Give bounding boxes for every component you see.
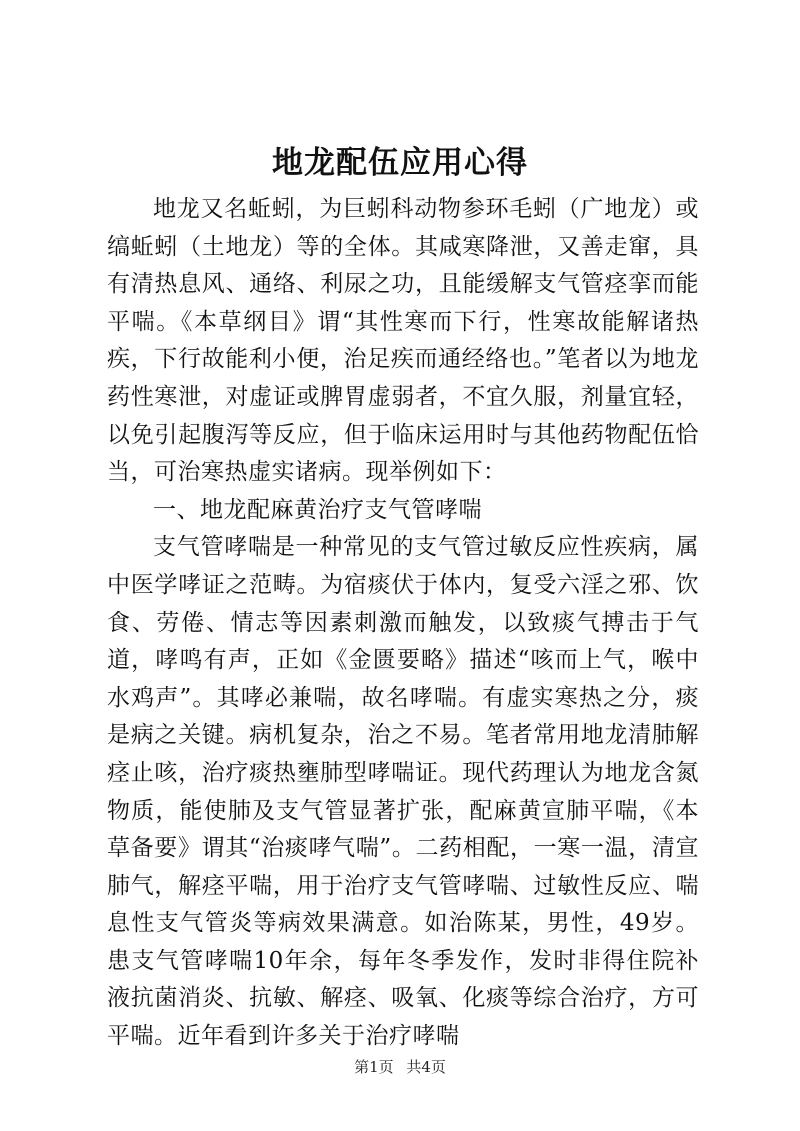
paragraph-intro: 地龙又名蚯蚓，为巨蚓科动物参环毛蚓（广地龙）或缟蚯蚓（土地龙）等的全体。其咸寒降泄，又善走窜，具有清热息风、通络、利尿之功，且能缓解支气管痉挛而能平喘。《本草纲目》谓“其性寒而下行，性寒故能解诸热疾，下行故能利小便，治足疾而通经络也。”笔者以为地龙药性寒泄，对虚证或脾胃虚弱者，不宜久服，剂量宜轻，以免引起腹泻等反应，但于临床运用时与其他药物配伍恰当，可治寒热虚实诸病。现举例如下： bbox=[107, 196, 699, 486]
article-body bbox=[107, 191, 699, 1056]
page-number: 第1页 bbox=[354, 1058, 394, 1076]
section-heading-1: 一、地龙配麻黄治疗支气管哮喘 bbox=[153, 496, 482, 523]
page-title: 地龙配伍应用心得 bbox=[272, 145, 528, 181]
page-footer bbox=[0, 1057, 800, 1077]
page-total: 共4页 bbox=[406, 1058, 446, 1076]
paragraph-asthma: 支气管哮喘是一种常见的支气管过敏反应性疾病，属中医学哮证之范畴。为宿痰伏于体内，复受六淫之邪、饮食、劳倦、情志等因素刺激而触发，以致痰气搏击于气道，哮鸣有声，正如《金匮要略》描述“咳而上气，喉中水鸡声”。其哮必兼喘，故名哮喘。有虚实寒热之分，痰是病之关键。病机复杂，治之不易。笔者常用地龙清肺解痉止咳，治疗痰热壅肺型哮喘证。现代药理认为地龙含氮物质，能使肺及支气管显著扩张，配麻黄宣肺平喘，《本草备要》谓其“治痰哮气喘”。二药相配，一寒一温，清宣肺气，解痉平喘，用于治疗支气管哮喘、过敏性反应、喘息性支气管炎等病效果满意。如治陈某，男性，49岁。患支气管哮喘10年余，每年冬季发作，发时非得住院补液抗菌消炎、抗敏、解痉、吸氧、化痰等综合治疗，方可平喘。近年看到许多关于治疗哮喘 bbox=[107, 534, 699, 1050]
